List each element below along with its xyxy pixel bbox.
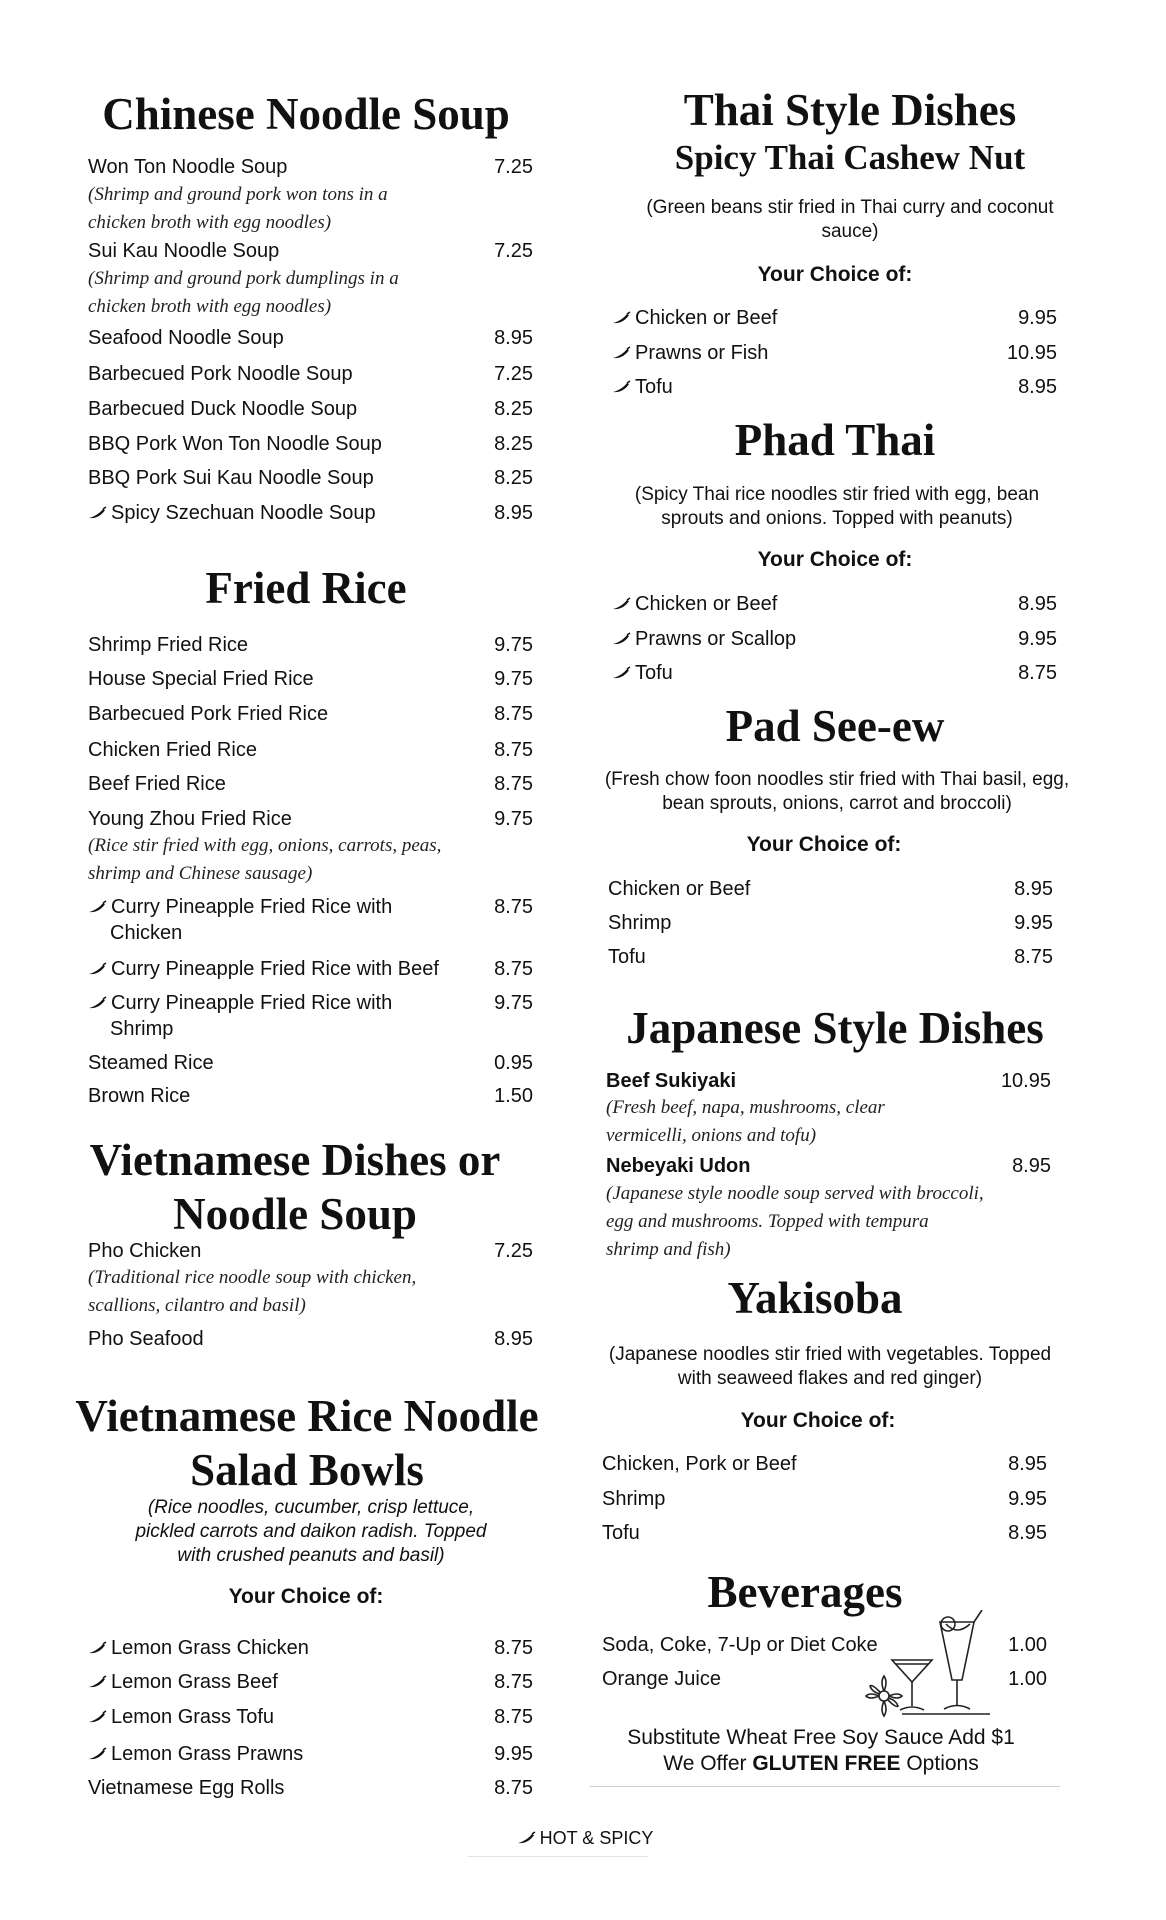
item-price: 8.75 [1018, 662, 1057, 684]
item-name [88, 500, 463, 526]
chili-pepper-icon [88, 962, 108, 976]
hot-spicy-legend [470, 1827, 700, 1849]
footer-notes [586, 1725, 1056, 1777]
menu-item [608, 876, 1053, 902]
section-title-thai-style-dishes: Thai Style Dishes [683, 85, 1017, 135]
menu-item [88, 956, 533, 982]
item-price: 7.25 [494, 156, 533, 178]
section-note: (Japanese noodles stir fried with vegetables. Topped with seaweed flakes and red ginger) [608, 1344, 1052, 1389]
item-name: Young Zhou Fried Rice [88, 808, 292, 830]
item-name-text: Lemon Grass Prawns [111, 1743, 304, 1765]
item-name-text: Prawns or Fish [635, 342, 769, 364]
item-name: Barbecued Duck Noodle Soup [88, 398, 358, 420]
gluten-free-emphasis: GLUTEN FREE [752, 1752, 901, 1775]
item-price: 9.95 [1014, 912, 1053, 934]
section-title-pad-see-ew: Pad See-ew [725, 701, 945, 751]
menu-item [612, 374, 1057, 400]
gluten-free-note [586, 1751, 1056, 1777]
your-choice-label: Your Choice of: [228, 1585, 384, 1608]
menu-item [88, 894, 533, 946]
section-note: (Green beans stir fried in Thai curry and coconut sauce) [646, 197, 1054, 242]
item-price: 8.75 [494, 896, 533, 918]
menu-item [88, 1635, 533, 1661]
item-price: 8.25 [494, 467, 533, 489]
section-title-vietnamese-dishes-line1: Vietnamese Dishes or [89, 1135, 501, 1185]
item-name-text: Lemon Grass Beef [111, 1671, 278, 1693]
item-description: (Shrimp and ground pork dumplings in a chicken broth with egg noodles) [88, 268, 399, 317]
item-price: 9.95 [1018, 307, 1057, 329]
item-price: 9.75 [494, 634, 533, 656]
menu-item [88, 431, 533, 457]
item-name [88, 990, 463, 1042]
item-price: 8.95 [494, 327, 533, 349]
item-name: Pho Chicken [88, 1240, 202, 1262]
item-name: Tofu [608, 946, 646, 968]
gluten-free-prefix: We Offer [663, 1752, 753, 1775]
legend-divider [468, 1856, 648, 1857]
item-price: 1.00 [1008, 1634, 1047, 1656]
soy-sauce-note: Substitute Wheat Free Soy Sauce Add $1 [627, 1726, 1015, 1749]
section-note: (Rice noodles, cucumber, crisp lettuce, pickled carrots and daikon radish. Topped with crushed peanuts and basil) [135, 1497, 487, 1566]
menu-item [88, 1741, 533, 1767]
item-price: 1.50 [494, 1085, 533, 1107]
menu-item [602, 1486, 1047, 1512]
menu-item [88, 666, 533, 692]
item-price: 8.95 [1008, 1453, 1047, 1475]
menu-item [612, 340, 1057, 366]
menu-item [88, 465, 533, 491]
item-description: (Fresh beef, napa, mushrooms, clear vermicelli, onions and tofu) [606, 1097, 885, 1146]
item-name: Steamed Rice [88, 1052, 214, 1074]
item-price: 8.95 [1018, 593, 1057, 615]
item-name: Vietnamese Egg Rolls [88, 1777, 285, 1799]
item-name-text: Lemon Grass Chicken [111, 1637, 309, 1659]
item-name-text: Curry Pineapple Fried Rice with Shrimp [110, 992, 393, 1040]
menu-item [88, 1704, 533, 1730]
cocktail-glasses-illustration [862, 1610, 992, 1722]
item-price: 7.25 [494, 1240, 533, 1262]
item-price: 8.75 [494, 1777, 533, 1799]
item-price: 8.75 [1014, 946, 1053, 968]
item-name [612, 305, 987, 331]
menu-item [612, 660, 1057, 686]
item-price: 9.75 [494, 992, 533, 1014]
item-price: 8.75 [494, 703, 533, 725]
menu-item [88, 1050, 533, 1076]
item-name: Shrimp Fried Rice [88, 634, 249, 656]
item-name: Beef Sukiyaki [606, 1070, 737, 1092]
item-name-text: Chicken or Beef [635, 307, 778, 329]
item-name [612, 340, 987, 366]
item-price: 8.25 [494, 433, 533, 455]
item-name: Orange Juice [602, 1668, 721, 1690]
item-name-text: Curry Pineapple Fried Rice with Beef [111, 958, 439, 980]
item-price: 8.75 [494, 1706, 533, 1728]
item-name-text: Prawns or Scallop [635, 628, 797, 650]
menu-item [88, 771, 533, 797]
item-name: Soda, Coke, 7-Up or Diet Coke [602, 1634, 878, 1656]
item-name: Brown Rice [88, 1085, 191, 1107]
item-name: Chicken or Beef [608, 878, 751, 900]
item-price: 8.95 [1018, 376, 1057, 398]
menu-item [88, 500, 533, 526]
item-price: 8.75 [494, 958, 533, 980]
menu-item [606, 1153, 1051, 1179]
item-name [88, 1704, 463, 1730]
chili-pepper-icon [612, 346, 632, 360]
menu-item [602, 1451, 1047, 1477]
chili-pepper-icon [88, 996, 108, 1010]
chili-pepper-icon [517, 1831, 537, 1845]
item-price: 8.95 [494, 1328, 533, 1350]
section-note: (Fresh chow foon noodles stir fried with Thai basil, egg, bean sprouts, onions, carrot and broccoli) [604, 769, 1070, 814]
item-name-text: Tofu [635, 376, 673, 398]
item-price: 8.95 [1008, 1522, 1047, 1544]
item-price: 8.95 [1012, 1155, 1051, 1177]
item-price: 8.75 [494, 1671, 533, 1693]
item-name-text: Tofu [635, 662, 673, 684]
item-name-text: Lemon Grass Tofu [111, 1706, 275, 1728]
menu-item [88, 396, 533, 422]
item-price: 8.95 [1014, 878, 1053, 900]
item-description: (Rice stir fried with egg, onions, carrots, peas, shrimp and Chinese sausage) [88, 835, 442, 884]
menu-item [88, 361, 533, 387]
item-name: Won Ton Noodle Soup [88, 156, 288, 178]
your-choice-label: Your Choice of: [757, 548, 913, 571]
menu-item [88, 1669, 533, 1695]
section-title-fried-rice: Fried Rice [205, 563, 407, 613]
footer-divider [590, 1786, 1060, 1787]
item-name: Seafood Noodle Soup [88, 327, 284, 349]
your-choice-label: Your Choice of: [757, 263, 913, 286]
section-title-japanese-style-dishes: Japanese Style Dishes [626, 1003, 1044, 1053]
section-title-vietnamese-salad-line2: Salad Bowls [190, 1445, 424, 1495]
chili-pepper-icon [612, 311, 632, 325]
section-subtitle-spicy-thai-cashew-nut: Spicy Thai Cashew Nut [674, 138, 1026, 177]
item-name: House Special Fried Rice [88, 668, 314, 690]
item-price: 9.95 [494, 1743, 533, 1765]
menu-item [612, 305, 1057, 331]
menu-item [608, 910, 1053, 936]
section-title-phad-thai: Phad Thai [734, 415, 936, 465]
menu-item [88, 1775, 533, 1801]
item-name: BBQ Pork Won Ton Noodle Soup [88, 433, 382, 455]
menu-item [612, 591, 1057, 617]
item-price: 8.25 [494, 398, 533, 420]
item-name: Barbecued Pork Fried Rice [88, 703, 329, 725]
item-name [612, 660, 987, 686]
chili-pepper-icon [612, 597, 632, 611]
menu-item [88, 806, 533, 832]
menu-item [88, 632, 533, 658]
item-name: Shrimp [602, 1488, 666, 1510]
item-price: 7.25 [494, 363, 533, 385]
menu-item [88, 238, 533, 264]
menu-item [88, 737, 533, 763]
menu-item [88, 990, 533, 1042]
your-choice-label: Your Choice of: [746, 833, 902, 856]
item-name [612, 626, 987, 652]
menu-item [608, 944, 1053, 970]
item-name [612, 374, 987, 400]
item-name: Barbecued Pork Noodle Soup [88, 363, 353, 385]
item-name [88, 1741, 463, 1767]
item-name: Chicken, Pork or Beef [602, 1453, 797, 1475]
item-price: 8.95 [494, 502, 533, 524]
item-name: Sui Kau Noodle Soup [88, 240, 280, 262]
section-title-yakisoba: Yakisoba [727, 1273, 903, 1323]
section-title-vietnamese-salad-line1: Vietnamese Rice Noodle [75, 1391, 539, 1441]
section-title-beverages: Beverages [707, 1567, 903, 1617]
item-name-text: Curry Pineapple Fried Rice with Chicken [110, 896, 393, 944]
your-choice-label: Your Choice of: [740, 1409, 896, 1432]
legend-label: HOT & SPICY [539, 1828, 654, 1848]
item-name: Shrimp [608, 912, 672, 934]
menu-item [606, 1068, 1051, 1094]
item-name: Beef Fried Rice [88, 773, 226, 795]
chili-pepper-icon [88, 1675, 108, 1689]
item-description: (Shrimp and ground pork won tons in a chicken broth with egg noodles) [88, 184, 388, 233]
gluten-free-suffix: Options [900, 1752, 979, 1775]
item-price: 10.95 [1006, 342, 1057, 364]
item-price: 9.95 [1008, 1488, 1047, 1510]
chili-pepper-icon [612, 632, 632, 646]
section-title-chinese-noodle-soup: Chinese Noodle Soup [102, 89, 510, 139]
item-name [88, 1669, 463, 1695]
item-name [88, 894, 463, 946]
menu-item [612, 626, 1057, 652]
item-price: 1.00 [1008, 1668, 1047, 1690]
item-name: Pho Seafood [88, 1328, 204, 1350]
chili-pepper-icon [88, 1710, 108, 1724]
item-name: Nebeyaki Udon [606, 1155, 751, 1177]
item-description: (Traditional rice noodle soup with chicken, scallions, cilantro and basil) [88, 1267, 417, 1316]
item-price: 9.75 [494, 808, 533, 830]
section-title-vietnamese-dishes-line2: Noodle Soup [173, 1189, 417, 1239]
item-name [612, 591, 987, 617]
menu-item [88, 1326, 533, 1352]
item-price: 9.75 [494, 668, 533, 690]
menu-item [88, 1083, 533, 1109]
item-name-text: Chicken or Beef [635, 593, 778, 615]
chili-pepper-icon [88, 900, 108, 914]
item-price: 0.95 [494, 1052, 533, 1074]
chili-pepper-icon [612, 666, 632, 680]
item-name: BBQ Pork Sui Kau Noodle Soup [88, 467, 374, 489]
chili-pepper-icon [88, 1747, 108, 1761]
menu-item [88, 154, 533, 180]
menu-item [88, 701, 533, 727]
chili-pepper-icon [88, 506, 108, 520]
chili-pepper-icon [88, 1641, 108, 1655]
item-description: (Japanese style noodle soup served with broccoli, egg and mushrooms. Topped with tempura shrimp and fish) [606, 1183, 984, 1260]
item-price: 8.75 [494, 773, 533, 795]
menu-item [88, 325, 533, 351]
item-price: 8.75 [494, 739, 533, 761]
item-price: 10.95 [1000, 1070, 1051, 1092]
section-note: (Spicy Thai rice noodles stir fried with egg, bean sprouts and onions. Topped with peanuts) [634, 484, 1040, 529]
item-name: Tofu [602, 1522, 640, 1544]
item-name-text: Spicy Szechuan Noodle Soup [111, 502, 376, 524]
chili-pepper-icon [612, 380, 632, 394]
item-price: 7.25 [494, 240, 533, 262]
item-price: 9.95 [1018, 628, 1057, 650]
item-name [88, 956, 463, 982]
menu-item [602, 1520, 1047, 1546]
item-name: Chicken Fried Rice [88, 739, 257, 761]
menu-item [88, 1238, 533, 1264]
item-price: 8.75 [494, 1637, 533, 1659]
item-name [88, 1635, 463, 1661]
